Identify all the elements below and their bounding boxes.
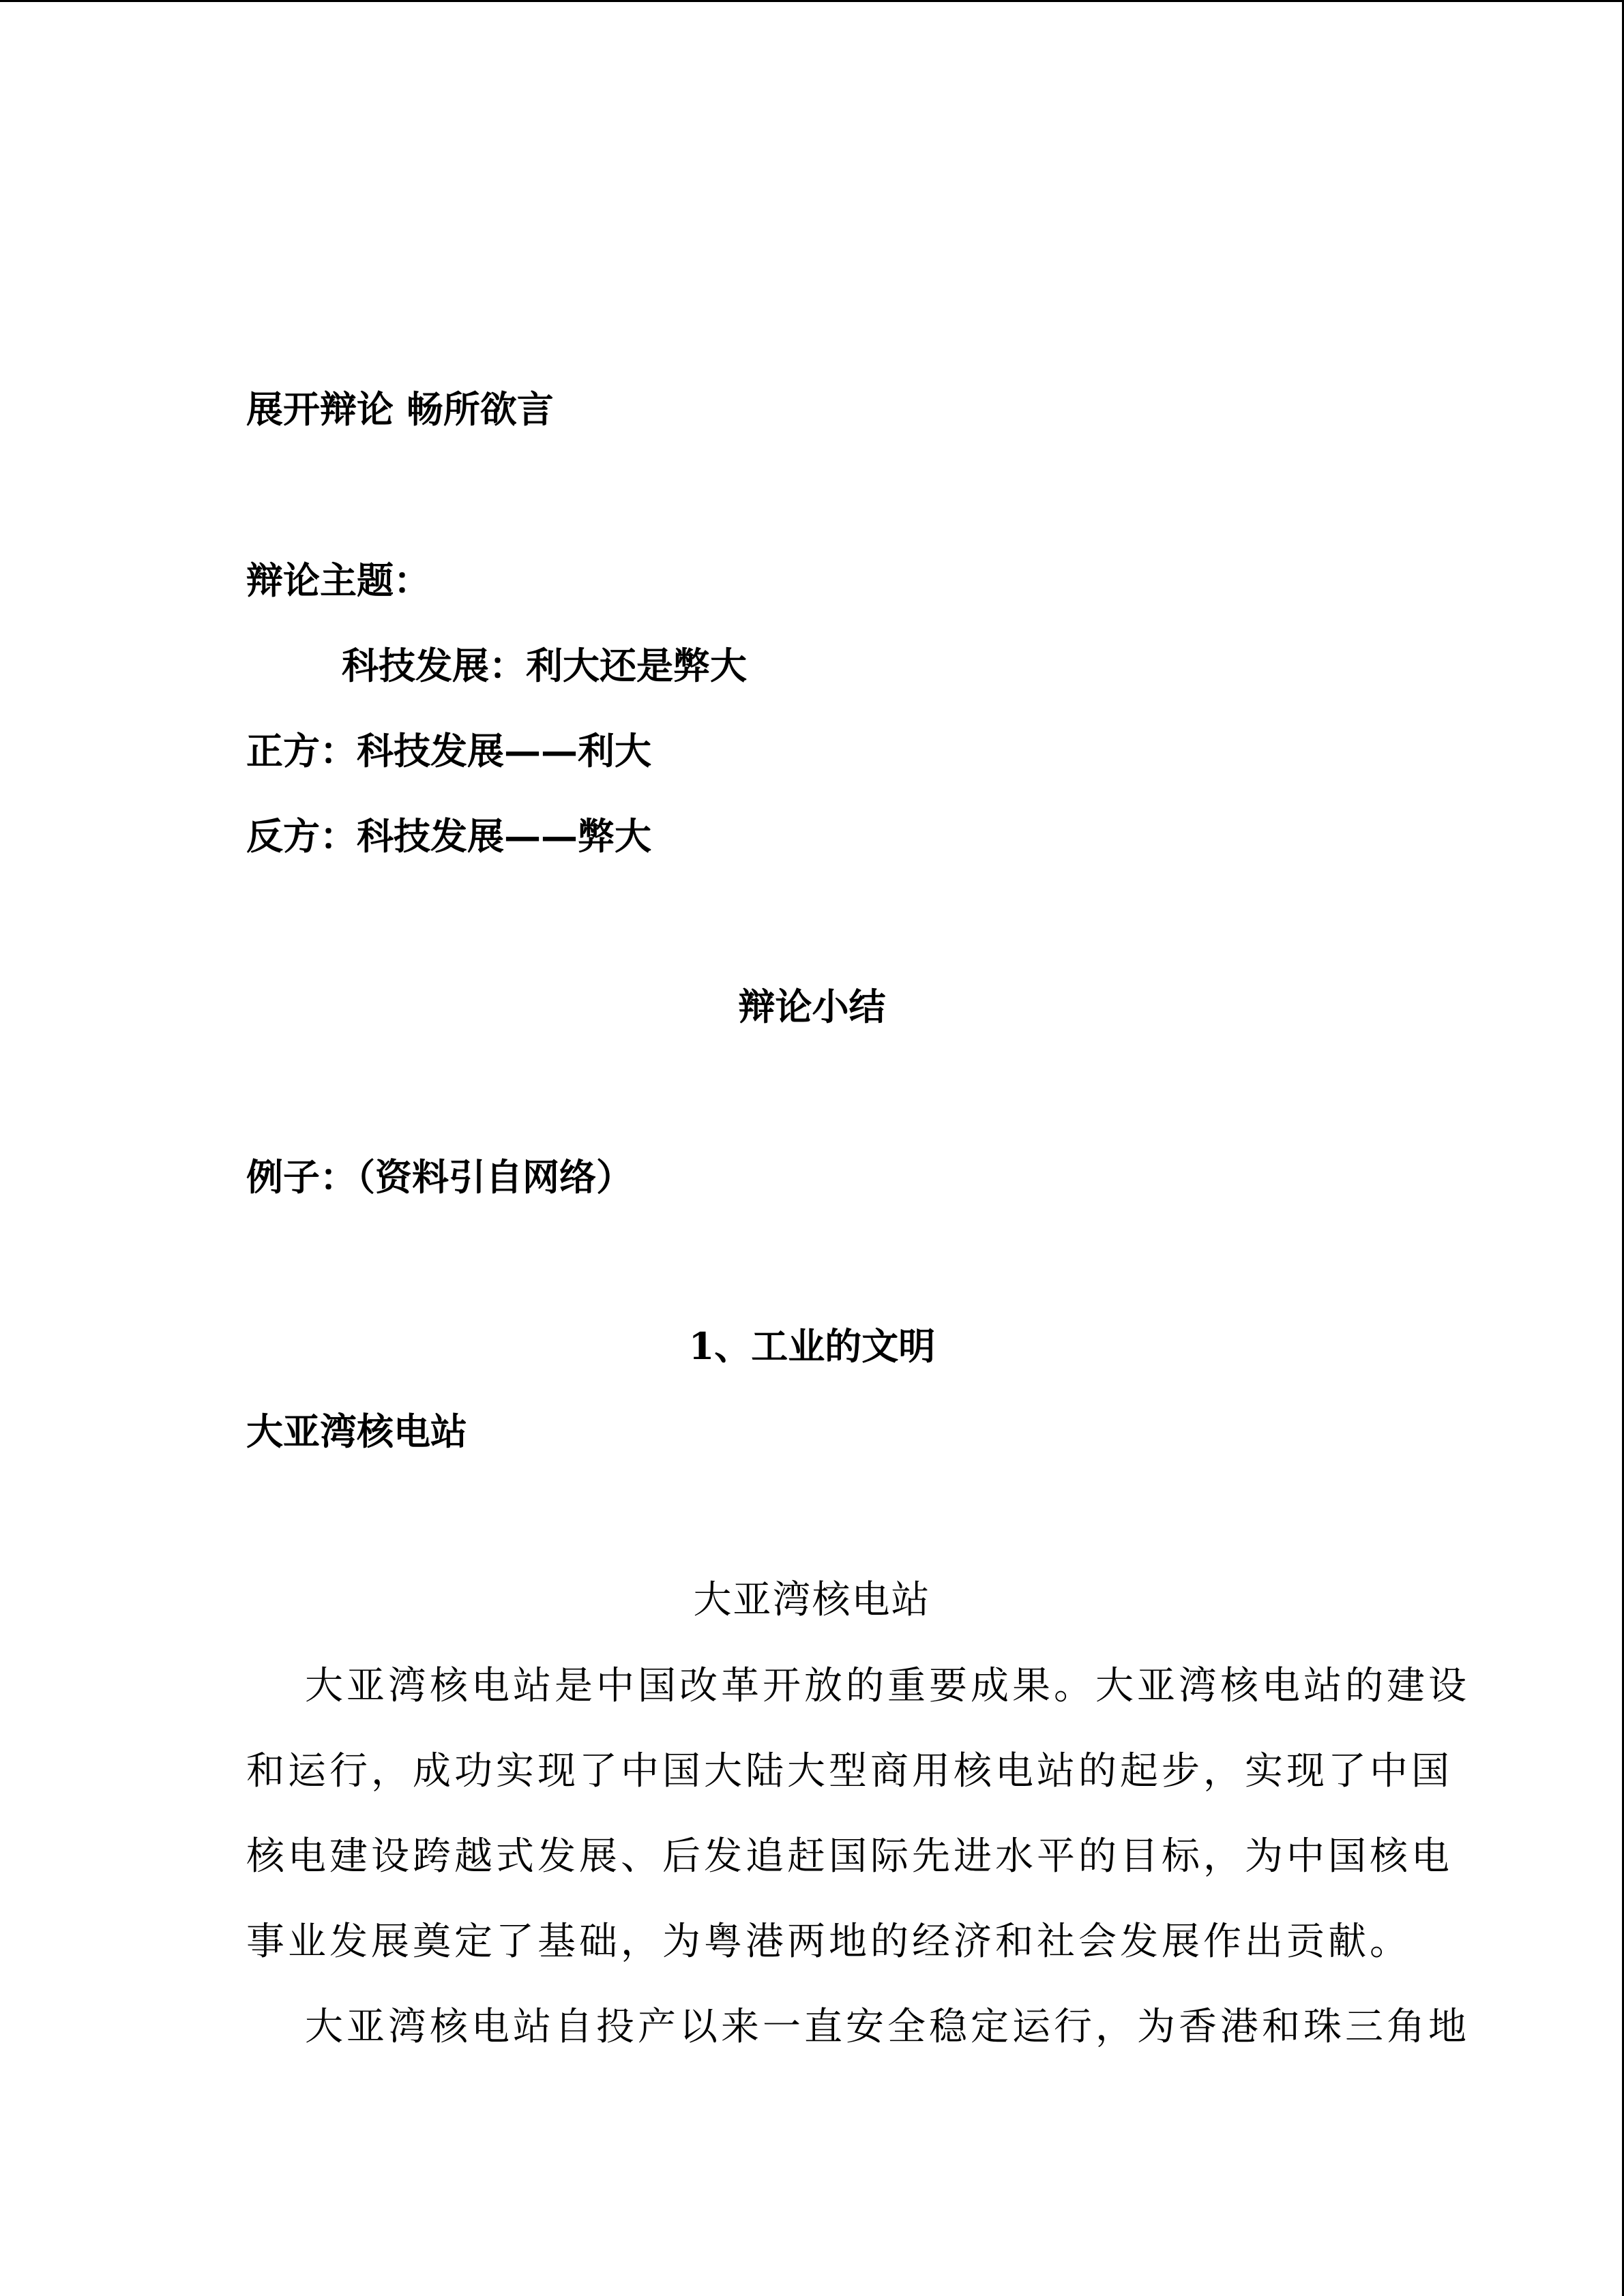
- page-heading: 展开辩论 畅所欲言: [246, 387, 554, 431]
- section-title: 1、工业的文明: [688, 1324, 936, 1368]
- article-paragraph-line: 和运行，成功实现了中国大陆大型商用核电站的起步，实现了中国: [246, 1749, 1453, 1793]
- article-paragraph-line: 核电建设跨越式发展、后发追赶国际先进水平的目标，为中国核电: [246, 1834, 1453, 1879]
- article-paragraph-line: 大亚湾核电站是中国改革开放的重要成果。大亚湾核电站的建设: [305, 1664, 1470, 1708]
- page-top-border: [0, 0, 1624, 2]
- debate-topic-text: 科技发展：利大还是弊大: [342, 644, 747, 687]
- affirmative-side: 正方：科技发展——利大: [246, 729, 651, 773]
- summary-title: 辩论小结: [738, 985, 886, 1028]
- debate-topic-label: 辩论主题：: [246, 558, 430, 602]
- negative-side: 反方：科技发展——弊大: [246, 814, 651, 858]
- article-paragraph-line: 大亚湾核电站自投产以来一直安全稳定运行，为香港和珠三角地: [305, 2005, 1470, 2049]
- article-title: 大亚湾核电站: [693, 1578, 931, 1622]
- examples-label: 例子：（资料引自网络）: [246, 1155, 633, 1199]
- article-paragraph-line: 事业发展奠定了基础，为粤港两地的经济和社会发展作出贡献。: [246, 1920, 1411, 1964]
- subsection-title: 大亚湾核电站: [246, 1410, 467, 1453]
